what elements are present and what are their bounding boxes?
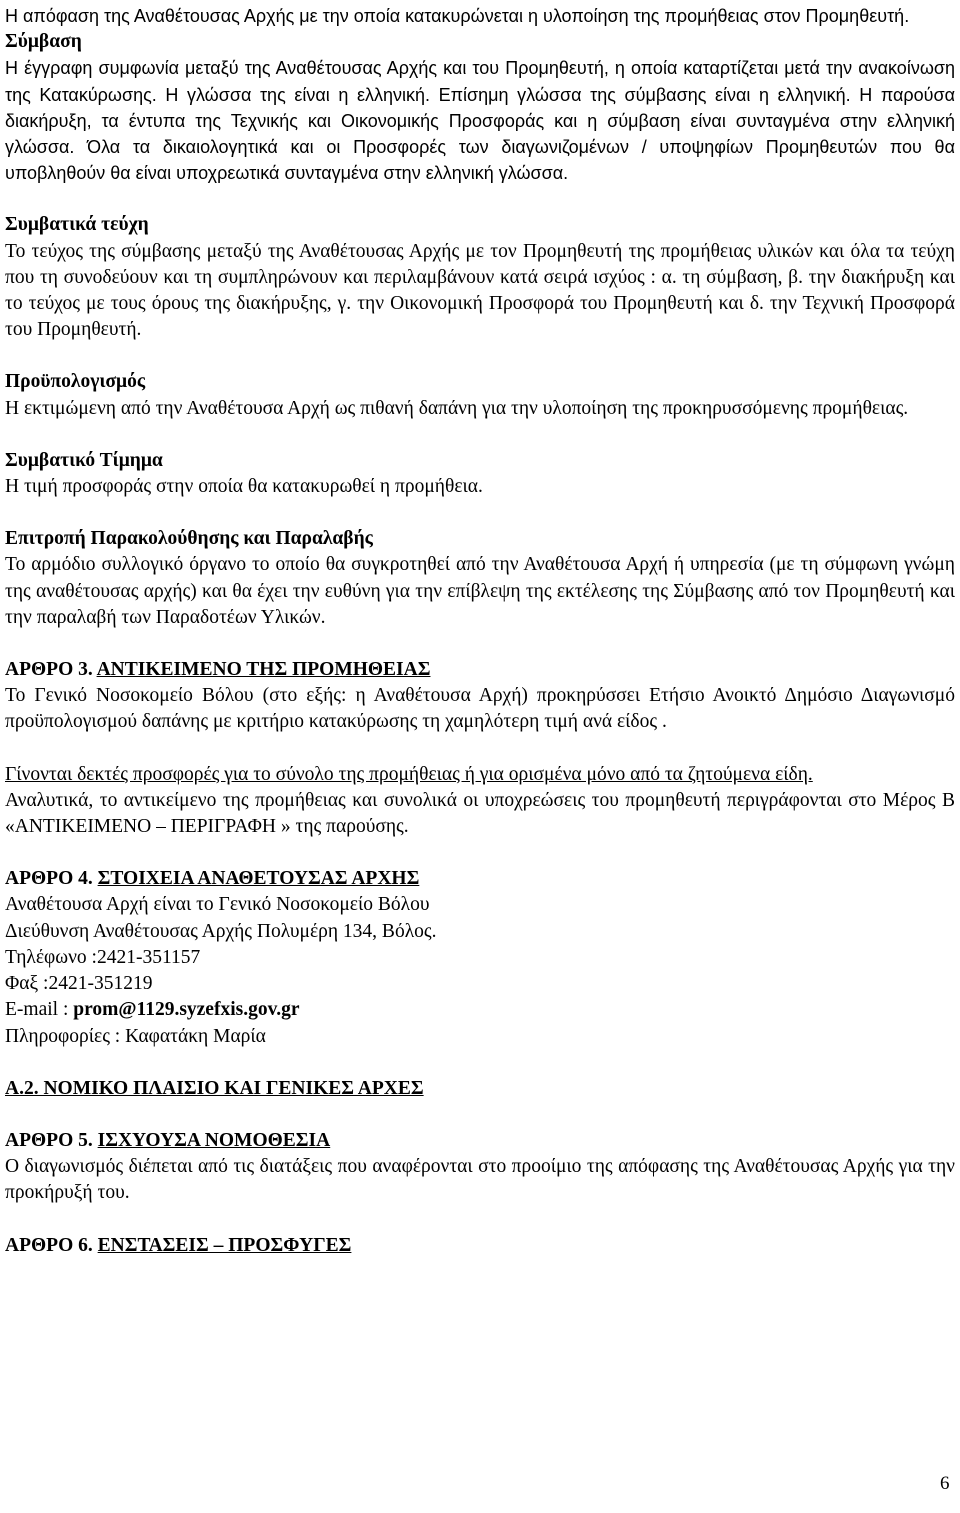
article-5-heading bbox=[5, 1128, 955, 1154]
contract-text bbox=[5, 55, 955, 186]
spacer bbox=[5, 840, 955, 866]
article-5-text: Ο διαγωνισμός διέπεται από τις διατάξεις που αναφέρονται στο προοίμιο της απόφασης της Αναθέτουσας Αρχής για την προκήρυξή του. bbox=[5, 1156, 955, 1204]
spacer bbox=[5, 422, 955, 448]
page-number: 6 bbox=[940, 1473, 950, 1494]
article-6-heading bbox=[5, 1233, 955, 1259]
authority-line: Αναθέτουσα Αρχή είναι το Γενικό Νοσοκομείο Βόλου bbox=[5, 894, 430, 916]
committee-heading: Επιτροπή Παρακολούθησης και Παραλαβής bbox=[5, 528, 373, 550]
article-3-text: Το Γενικό Νοσοκομείο Βόλου (στο εξής: η Αναθέτουσα Αρχή) προκηρύσσει Ετήσιο Ανοικτό Δημόσιο Διαγωνισμό προϋπολογισμού δαπάνης με κριτήριο κατακύρωσης τη χαμηλότερη τιμή ανά είδος . bbox=[5, 685, 955, 733]
contract-documents-heading: Συμβατικά τεύχη bbox=[5, 214, 149, 236]
article-3-title: ΑΝΤΙΚΕΙΜΕΝΟ ΤΗΣ ΠΡΟΜΗΘΕΙΑΣ bbox=[96, 659, 431, 681]
contract-heading: Σύμβαση bbox=[5, 31, 82, 53]
article-4-title: ΣΤΟΙΧΕΙΑ ΑΝΑΘΕΤΟΥΣΑΣ ΑΡΧΗΣ bbox=[97, 868, 420, 890]
contract-price-text: Η τιμή προσφοράς στην οποία θα κατακυρωθεί η προμήθεια. bbox=[5, 476, 483, 498]
spacer bbox=[5, 1050, 955, 1076]
article-3-heading bbox=[5, 657, 955, 683]
contract-text-part-1: Η έγγραφη συμφωνία μεταξύ της Αναθέτουσας Αρχής και του Προμηθευτή, η οποία καταρτίζεται μετά την ανακοίνωση της Κατακύρωσης. Η γλώσσα της είναι η ελληνική. Επίσημη γλώσσα της σύμβασης είναι η ελληνική. Η παρούσα διακήρυξη, τα έντυπα της Τεχνικής και Οικονομικής Προσφοράς και η σύμβαση είναι συνταγμένα στην ελληνική γλώσσα. bbox=[5, 58, 955, 158]
info-line: Πληροφορίες : Καφατάκη Μαρία bbox=[5, 1025, 266, 1047]
article-4-heading bbox=[5, 866, 955, 892]
spacer bbox=[5, 343, 955, 369]
budget-text: Η εκτιμώμενη από την Αναθέτουσα Αρχή ως πιθανή δαπάνη για την υλοποίηση της προκηρυσσόμενης προμήθειας. bbox=[5, 397, 909, 419]
article-5-label: ΑΡΘΡΟ 5. bbox=[5, 1129, 93, 1151]
contract-price-heading: Συμβατικό Τίμημα bbox=[5, 449, 163, 471]
spacer bbox=[5, 1102, 955, 1128]
email-line bbox=[5, 997, 955, 1023]
article-5-title: ΙΣΧΥΟΥΣΑ ΝΟΜΟΘΕΣΙΑ bbox=[97, 1129, 331, 1151]
section-a2-heading: Α.2. ΝΟΜΙΚΟ ΠΛΑΙΣΙΟ ΚΑΙ ΓΕΝΙΚΕΣ ΑΡΧΕΣ bbox=[5, 1077, 424, 1099]
phone-line: Τηλέφωνο :2421-351157 bbox=[5, 946, 201, 968]
committee-text: Το αρμόδιο συλλογικό όργανο το οποίο θα συγκροτηθεί από την Αναθέτουσα Αρχή ή υπηρεσία (με τη σύμφωνη γνώμη της αναθέτουσας αρχής) και θα έχει την ευθύνη για την επίβλεψη της εκτέλεσης της Σύμβασης από τον Προμηθευτή και την παραλαβή των Παραδοτέων Υλικών. bbox=[5, 554, 955, 628]
article-3-offers-note: Γίνονται δεκτές προσφορές για το σύνολο της προμήθειας ή για ορισμένα μόνο από τα ζητούμενα είδη. bbox=[5, 763, 813, 785]
budget-heading: Προϋπολογισμός bbox=[5, 371, 146, 393]
award-definition-text: Η απόφαση της Αναθέτουσας Αρχής με την οποία κατακυρώνεται η υλοποίηση της προμήθειας στον Προμηθευτή. bbox=[5, 6, 910, 26]
email-label: E-mail : bbox=[5, 999, 74, 1021]
spacer bbox=[5, 186, 955, 212]
article-6-label: ΑΡΘΡΟ 6. bbox=[5, 1234, 93, 1256]
email-link[interactable]: prom@1129.syzefxis.gov.gr bbox=[73, 999, 300, 1021]
spacer bbox=[5, 631, 955, 657]
article-3-detail: Αναλυτικά, το αντικείμενο της προμήθειας και συνολικά οι υποχρεώσεις του προμηθευτή περιγράφονται στο Μέρος Β «ΑΝΤΙΚΕΙΜΕΝΟ – ΠΕΡΙΓΡΑΦΗ » της παρούσης. bbox=[5, 789, 955, 838]
spacer bbox=[5, 500, 955, 526]
spacer bbox=[5, 736, 955, 762]
contract-documents-text: Το τεύχος της σύμβασης μεταξύ της Αναθέτουσας Αρχής με τον Προμηθευτή της προμήθειας υλικών και όλα τα τεύχη που τη συνοδεύουν και τη συμπληρώνουν και περιλαμβάνουν κατά σειρά ισχύος : α. τη σύμβαση, β. την διακήρυξη και το τεύχος με τους όρους της διακήρυξης, γ. την Οικονομική Προσφορά του Προμηθευτή και δ. την Τεχνική Προσφορά του Προμηθευτή. bbox=[5, 240, 955, 341]
article-4-label: ΑΡΘΡΟ 4. bbox=[5, 868, 93, 890]
contract-text-part-2: Όλα τα δικαιολογητικά και οι Προσφορές των διαγωνιζομένων / υποψηφίων Προμηθευτών που θα υποβληθούν θα είναι υποχρεωτικά συνταγμένα στην ελληνική γλώσσα. bbox=[5, 137, 955, 184]
fax-line: Φαξ :2421-351219 bbox=[5, 973, 153, 995]
address-line: Διεύθυνση Αναθέτουσας Αρχής Πολυμέρη 134, Βόλος. bbox=[5, 920, 437, 942]
article-3-label: ΑΡΘΡΟ 3. bbox=[5, 659, 93, 681]
article-6-title: ΕΝΣΤΑΣΕΙΣ – ΠΡΟΣΦΥΓΕΣ bbox=[97, 1234, 352, 1256]
document-page bbox=[5, 3, 955, 1259]
spacer bbox=[5, 1207, 955, 1233]
